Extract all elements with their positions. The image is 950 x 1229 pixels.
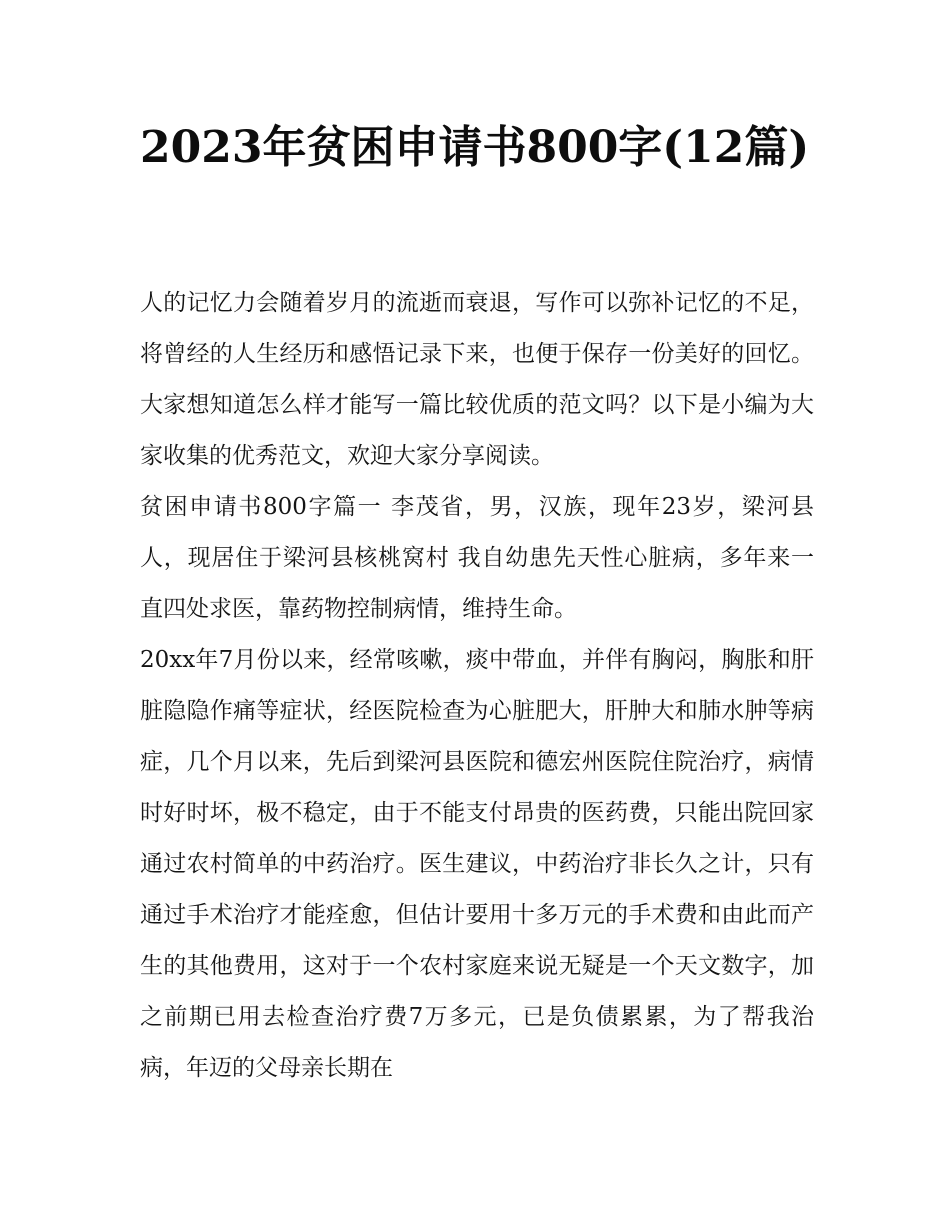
applicant-paragraph: 贫困申请书800字篇一 李茂省，男，汉族，现年23岁，梁河县人，现居住于梁河县核桃窝村 我自幼患先天性心脏病，多年来一直四处求医，靠药物控制病情，维持生命。 [140, 494, 814, 622]
intro-paragraph: 人的记忆力会随着岁月的流逝而衰退，写作可以弥补记忆的不足，将曾经的人生经历和感悟记录下来，也便于保存一份美好的回忆。大家想知道怎么样才能写一篇比较优质的范文吗？以下是小编为大家收集的优秀范文，欢迎大家分享阅读。 [140, 290, 814, 469]
document-body [140, 278, 814, 1094]
document-title: 2023年贫困申请书800字(12篇) [140, 122, 810, 173]
illness-paragraph: 20xx年7月份以来，经常咳嗽，痰中带血，并伴有胸闷，胸胀和肝脏隐隐作痛等症状，经医院检查为心脏肥大，肝肿大和肺水肿等病症，几个月以来，先后到梁河县医院和德宏州医院住院治疗，病情时好时坏，极不稳定，由于不能支付昂贵的医药费，只能出院回家通过农村简单的中药治疗。医生建议，中药治疗非长久之计，只有通过手术治疗才能痊愈，但估计要用十多万元的手术费和由此而产生的其他费用，这对于一个农村家庭来说无疑是一个天文数字，加之前期已用去检查治疗费7万多元，已是负债累累，为了帮我治病，年迈的父母亲长期在 [140, 647, 814, 1081]
